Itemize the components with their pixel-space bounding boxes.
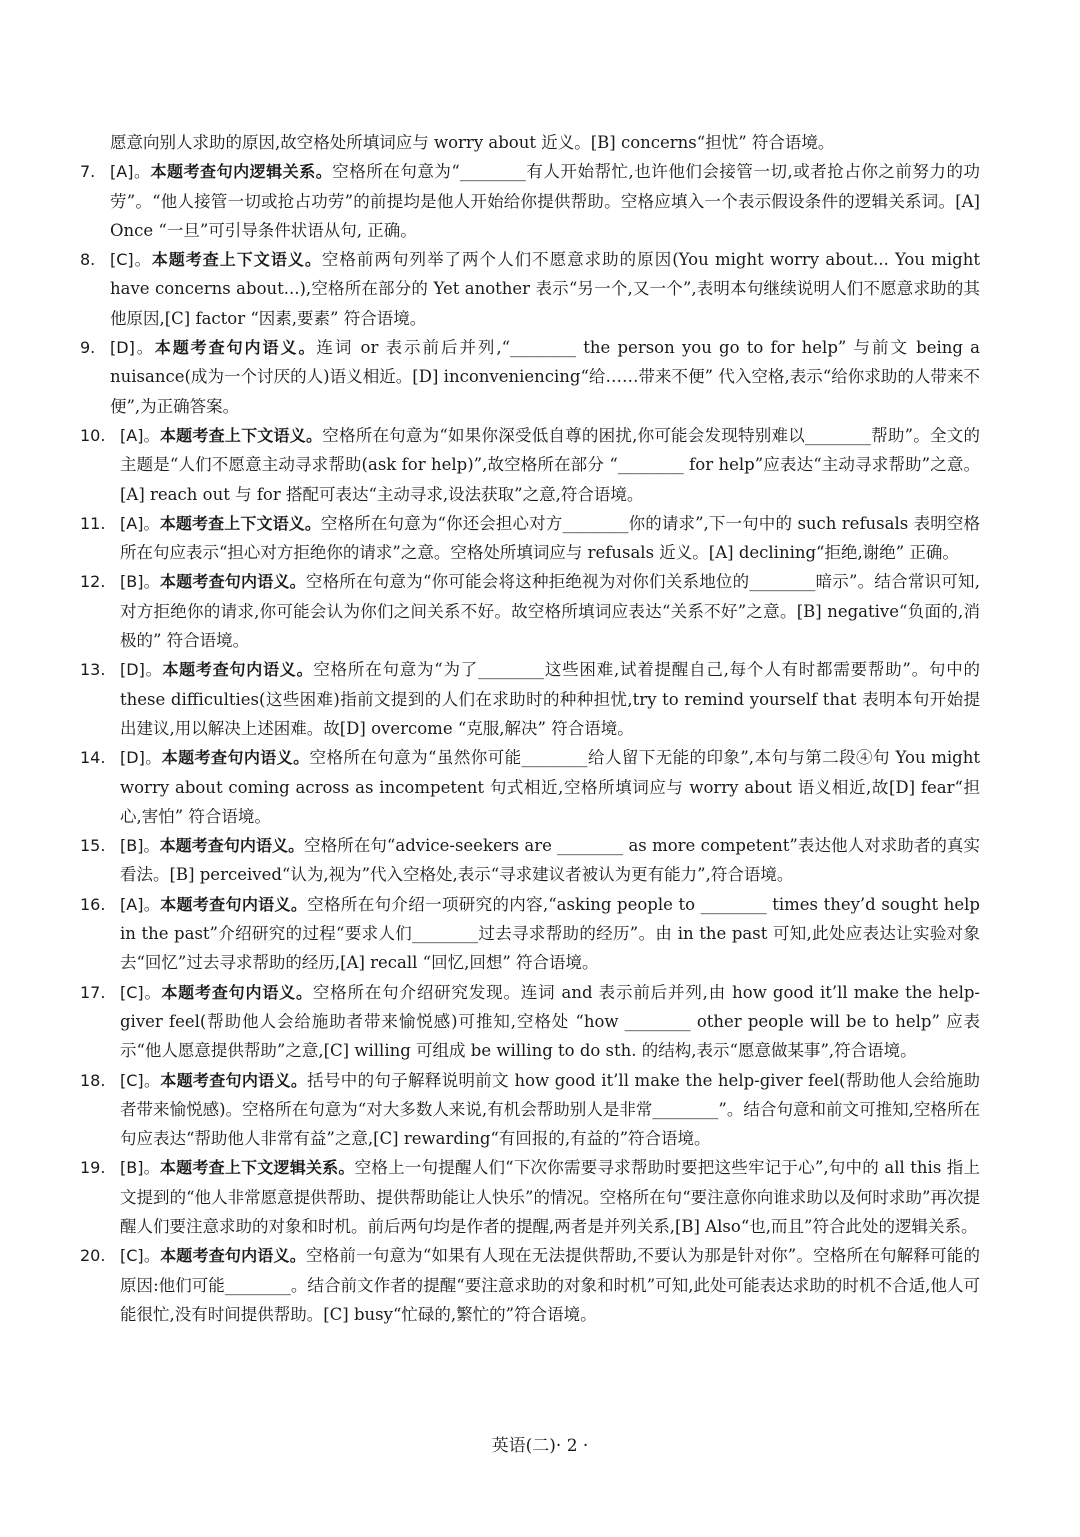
question-topic: 本题考查句内语义。 [154,338,317,358]
item-number: 16. [80,894,106,914]
explanation-text: 空格前两句列举了两个人们不愿意求助的原因(You might worry about... You might have concerns about...),空格所在部分的 Yet another 表示“另一个,又一个”,表明本句继续说明人们不愿意求助的其他原因,[C] factor “因素,要素” 符合语境。 [110,250,980,328]
item-number: 7. [80,162,96,182]
answer-key: [A]。 [120,513,160,533]
answer-key: [B]。 [120,572,160,592]
answer-key: [D]。 [110,338,155,358]
item-number: 19. [80,1158,106,1178]
item-number: 12. [80,572,106,592]
answer-key: [A]。 [120,894,161,914]
item-body [110,245,980,333]
explanation-text: 空格所在句意为“你还会担心对方________你的请求”,下一句中的 such refusals 表明空格所在句应表示“担心对方拒绝你的请求”之意。空格处所填词应与 refusals 近义。[A] declining“拒绝,谢绝” 正确。 [120,513,980,563]
question-topic: 本题考查上下文语义。 [159,425,323,445]
explanation-item [80,1066,980,1154]
explanation-item [80,655,980,743]
explanation-text: 空格所在句意为“为了________这些困难,试着提醒自己,每个人有时都需要帮助”。句中的 these difficulties(这些困难)指前文提到的人们在求助时的种种担忧,try to remind yourself that 表明本句开始提出建议,用以解决上述困难。故[D] overcome “克服,解决” 符合语境。 [120,660,980,738]
question-topic: 本题考查句内语义。 [161,748,310,768]
item-number: 17. [80,982,106,1002]
answer-key: [A]。 [120,425,160,445]
item-body [120,743,980,831]
explanation-text: 空格所在句介绍研究发现。连词 and 表示前后并列,由 how good it’ll make the help-giver feel(帮助他人会给施助者带来愉悦感)可推知,空格处 “how ________ other people will be to help” 应表示“他人愿意提供帮助”之意,[C] willing 可组成 be willing to do sth. 的结构,表示“愿意做某事”,符合语境。 [120,982,980,1061]
item-body [120,567,980,655]
page-footer: 英语(二)· 2 · [491,1436,589,1456]
item-body [120,421,980,509]
explanation-text: 连词 or 表示前后并列,“________ the person you go to for help” 与前文 being a nuisance(成为一个讨厌的人)语义相近。[D] inconveniencing“给……带来不便” 代入空格,表示“给你求助的人带来不便”,为正确答案。 [110,338,980,416]
item-body [110,157,980,245]
answer-explanations [80,128,980,1329]
item-number: 11. [80,513,106,533]
item-number: 8. [80,250,96,270]
item-body [120,831,980,890]
item-body [120,1153,980,1241]
question-topic: 本题考查上下文逻辑关系。 [159,1158,355,1178]
question-topic: 本题考查句内语义。 [160,1246,306,1266]
answer-key: [C]。 [120,1070,161,1090]
item-number: 20. [80,1246,106,1266]
explanation-item [80,245,980,333]
item-body [120,509,980,568]
item-number: 15. [80,836,106,856]
explanation-list [80,157,980,1329]
explanation-text: 空格所在句意为“________有人开始帮忙,也许他们会接管一切,或者抢占你之前努力的功劳”。“他人接管一切或抢占功劳”的前提均是他人开始给你提供帮助。空格应填入一个表示假设条件的逻辑关系词。[A] Once “一旦”可引导条件状语从句, 正确。 [110,162,980,240]
answer-key: [C]。 [110,250,152,270]
question-topic: 本题考查句内语义。 [161,982,313,1002]
explanation-item [80,567,980,655]
explanation-item [80,509,980,568]
item-number: 10. [80,425,106,445]
explanation-item [80,890,980,978]
item-body [120,890,980,978]
explanation-text: 括号中的句子解释说明前文 how good it’ll make the help-giver feel(帮助他人会给施助者带来愉悦感)。空格所在句意为“对大多数人来说,有机会帮助别人是非常________”。结合句意和前文可推知,空格所在句应表达“帮助他人非常有益”之意,[C] rewarding“有回报的,有益的”符合语境。 [120,1070,980,1149]
explanation-item [80,743,980,831]
explanation-text: 空格所在句意为“你可能会将这种拒绝视为对你们关系地位的________暗示”。结合常识可知,对方拒绝你的请求,你可能会认为你们之间关系不好。故空格所填词应表达“关系不好”之意。[B] negative“负面的,消极的” 符合语境。 [120,572,980,651]
explanation-item [80,1153,980,1241]
answer-key: [D]。 [120,660,163,680]
explanation-item [80,333,980,421]
question-topic: 本题考查句内逻辑关系。 [150,162,333,182]
item-number: 13. [80,660,106,680]
explanation-text: 空格所在句意为“如果你深受低自尊的困扰,你可能会发现特别难以________帮助”。全文的主题是“人们不愿意主动寻求帮助(ask for help)”,故空格所在部分 “________ for help”应表达“主动寻求帮助”之意。[A] reach out 与 for 搭配可表达“主动寻求,设法获取”之意,符合语境。 [120,425,980,504]
explanation-item [80,1241,980,1329]
question-topic: 本题考查句内语义。 [162,660,314,680]
item-body [110,333,980,421]
item-body [120,1066,980,1154]
question-topic: 本题考查句内语义。 [159,572,306,592]
item-body [120,655,980,743]
question-topic: 本题考查句内语义。 [160,1070,308,1090]
explanation-item [80,978,980,1066]
item-number: 14. [80,748,106,768]
item-body [120,1241,980,1329]
item-number: 9. [80,338,96,358]
question-topic: 本题考查句内语义。 [160,894,308,914]
explanation-text: 空格上一句提醒人们“下次你需要寻求帮助时要把这些牢记于心”,句中的 all this 指上文提到的“他人非常愿意提供帮助、提供帮助能让人快乐”的情况。空格所在句“要注意你向谁求助以及何时求助”再次提醒人们要注意求助的对象和时机。前后两句均是作者的提醒,两者是并列关系,[B] Also“也,而且”符合此处的逻辑关系。 [120,1158,980,1236]
answer-key: [C]。 [120,982,162,1002]
explanation-text: 空格所在句介绍一项研究的内容,“asking people to ________ times they’d sought help in the past”介绍研究的过程“要求人们________过去寻求帮助的经历”。由 in the past 可知,此处应表达让实验对象去“回忆”过去寻求帮助的经历,[A] recall “回忆,回想” 符合语境。 [120,894,980,973]
answer-key: [B]。 [120,1158,160,1178]
explanation-item [80,421,980,509]
explanation-text: 空格前一句意为“如果有人现在无法提供帮助,不要认为那是针对你”。空格所在句解释可能的原因:他们可能________。结合前文作者的提醒“要注意求助的对象和时机”可知,此处可能表达求助的时机不合适,他人可能很忙,没有时间提供帮助。[C] busy“忙碌的,繁忙的”符合语境。 [120,1246,980,1324]
answer-key: [A]。 [110,162,151,182]
explanation-item [80,831,980,890]
question-topic: 本题考查上下文语义。 [151,250,322,270]
answer-key: [D]。 [120,748,162,768]
answer-key: [C]。 [120,1246,161,1266]
explanation-text: 空格所在句意为“虽然你可能________给人留下无能的印象”,本句与第二段④句 You might worry about coming across as incompetent 句式相近,空格所填词应与 worry about 语义相近,故[D] fear“担心,害怕” 符合语境。 [120,748,980,826]
explanation-item [80,157,980,245]
answer-key: [B]。 [120,836,160,856]
item-body [120,978,980,1066]
question-topic: 本题考查句内语义。 [159,836,305,856]
explanation-text: 空格所在句“advice-seekers are ________ as more competent”表达他人对求助者的真实看法。[B] perceived“认为,视为”代入空格处,表示“寻求建议者被认为更有能力”,符合语境。 [120,836,980,885]
intro-paragraph: 愿意向别人求助的原因,故空格处所填词应与 worry about 近义。[B] concerns“担忧” 符合语境。 [110,133,835,152]
item-number: 18. [80,1070,106,1090]
question-topic: 本题考查上下文语义。 [159,513,322,533]
